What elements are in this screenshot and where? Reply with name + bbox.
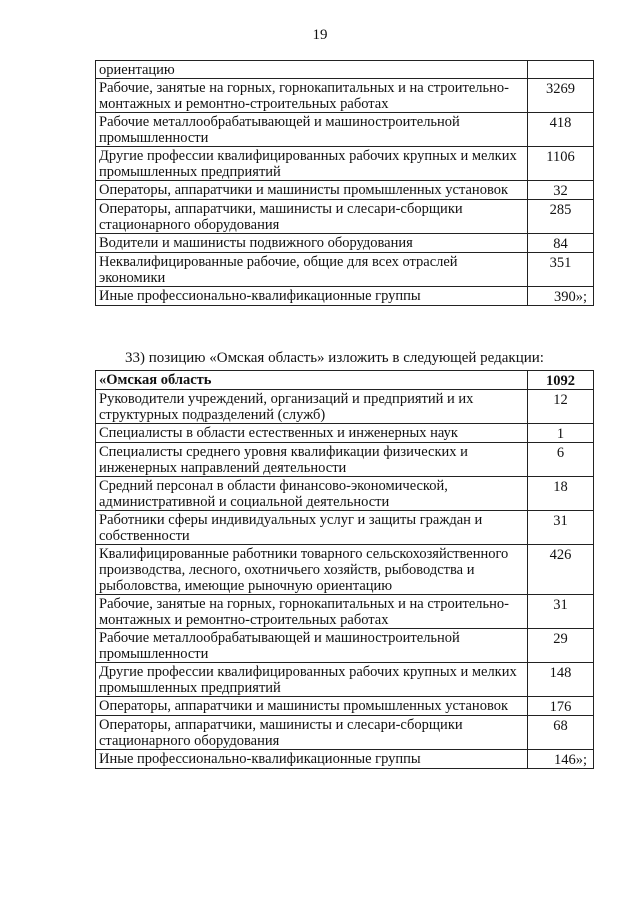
row-label: Работники сферы индивидуальных услуг и защиты граждан и собственности xyxy=(96,511,528,545)
row-label: Рабочие, занятые на горных, горнокапитальных и на строительно-монтажных и ремонтно-строительных работах xyxy=(96,595,528,629)
table-row xyxy=(96,477,594,511)
row-value: 148 xyxy=(528,663,594,697)
table-row xyxy=(96,200,594,234)
table-row xyxy=(96,253,594,287)
table-row xyxy=(96,61,594,79)
row-label: ориентацию xyxy=(96,61,528,79)
table-row xyxy=(96,181,594,200)
row-label: Средний персонал в области финансово-экономической, административной и социальной деятельности xyxy=(96,477,528,511)
row-value: 31 xyxy=(528,511,594,545)
table-row xyxy=(96,234,594,253)
row-label: Водители и машинисты подвижного оборудования xyxy=(96,234,528,253)
table-row xyxy=(96,390,594,424)
table-row xyxy=(96,424,594,443)
row-value: 29 xyxy=(528,629,594,663)
row-label: Специалисты в области естественных и инженерных наук xyxy=(96,424,528,443)
table-row xyxy=(96,113,594,147)
region-total: 1092 xyxy=(528,371,594,390)
row-value: 3269 xyxy=(528,79,594,113)
row-value: 390»; xyxy=(528,287,594,306)
table-row xyxy=(96,697,594,716)
row-value: 351 xyxy=(528,253,594,287)
row-value: 285 xyxy=(528,200,594,234)
table-row xyxy=(96,629,594,663)
occupation-table-continued xyxy=(95,60,594,306)
row-value xyxy=(528,61,594,79)
table-row xyxy=(96,663,594,697)
row-label: Специалисты среднего уровня квалификации физических и инженерных направлений деятельности xyxy=(96,443,528,477)
row-value: 1106 xyxy=(528,147,594,181)
amendment-instruction: 33) позицию «Омская область» изложить в следующей редакции: xyxy=(125,350,544,366)
table-row xyxy=(96,716,594,750)
row-value: 84 xyxy=(528,234,594,253)
table-header-row xyxy=(96,371,594,390)
row-label: Операторы, аппаратчики и машинисты промышленных установок xyxy=(96,697,528,716)
region-name: «Омская область xyxy=(96,371,528,390)
row-value: 68 xyxy=(528,716,594,750)
table-row xyxy=(96,545,594,595)
row-label: Руководители учреждений, организаций и предприятий и их структурных подразделений (служб) xyxy=(96,390,528,424)
table-row xyxy=(96,443,594,477)
row-label: Неквалифицированные рабочие, общие для всех отраслей экономики xyxy=(96,253,528,287)
row-label: Рабочие, занятые на горных, горнокапитальных и на строительно-монтажных и ремонтно-строительных работах xyxy=(96,79,528,113)
table-row xyxy=(96,79,594,113)
row-label: Квалифицированные работники товарного сельскохозяйственного производства, лесного, охотничьего хозяйств, рыбоводства и рыболовства, имеющие рыночную ориентацию xyxy=(96,545,528,595)
row-value: 31 xyxy=(528,595,594,629)
omsk-region-table xyxy=(95,370,594,769)
row-value: 176 xyxy=(528,697,594,716)
row-label: Операторы, аппаратчики, машинисты и слесари-сборщики стационарного оборудования xyxy=(96,716,528,750)
row-value: 418 xyxy=(528,113,594,147)
table-row xyxy=(96,595,594,629)
row-label: Операторы, аппаратчики, машинисты и слесари-сборщики стационарного оборудования xyxy=(96,200,528,234)
row-label: Иные профессионально-квалификационные группы xyxy=(96,750,528,769)
page-number: 19 xyxy=(312,27,328,43)
row-value: 12 xyxy=(528,390,594,424)
row-value: 1 xyxy=(528,424,594,443)
row-label: Иные профессионально-квалификационные группы xyxy=(96,287,528,306)
row-label: Рабочие металлообрабатывающей и машиностроительной промышленности xyxy=(96,113,528,147)
table-row xyxy=(96,147,594,181)
table-row xyxy=(96,750,594,769)
row-value: 146»; xyxy=(528,750,594,769)
table-row xyxy=(96,511,594,545)
row-value: 18 xyxy=(528,477,594,511)
row-value: 32 xyxy=(528,181,594,200)
row-value: 6 xyxy=(528,443,594,477)
row-label: Другие профессии квалифицированных рабочих крупных и мелких промышленных предприятий xyxy=(96,663,528,697)
row-value: 426 xyxy=(528,545,594,595)
row-label: Другие профессии квалифицированных рабочих крупных и мелких промышленных предприятий xyxy=(96,147,528,181)
row-label: Операторы, аппаратчики и машинисты промышленных установок xyxy=(96,181,528,200)
row-label: Рабочие металлообрабатывающей и машиностроительной промышленности xyxy=(96,629,528,663)
table-row xyxy=(96,287,594,306)
